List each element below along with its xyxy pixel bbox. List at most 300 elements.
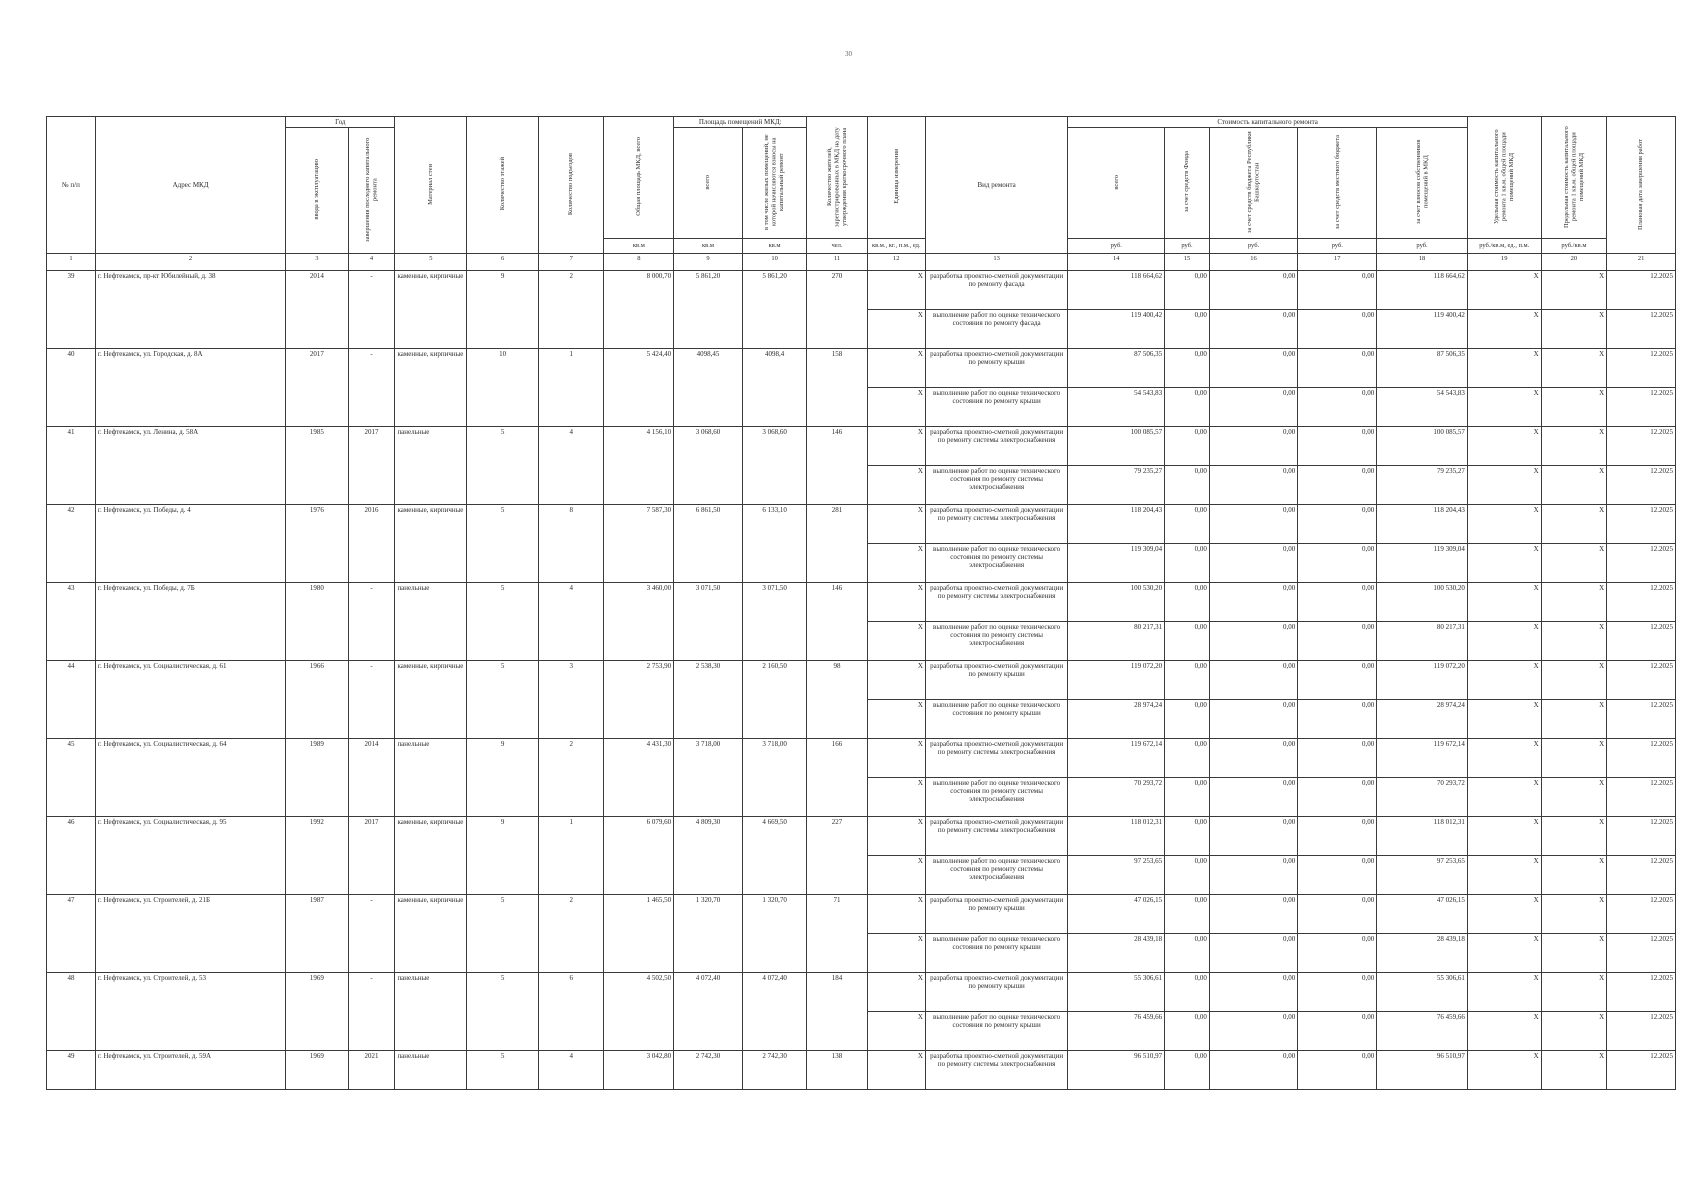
cost-fund: 0,00 <box>1165 583 1210 622</box>
unit-cell: X <box>867 1012 925 1051</box>
wall-material: панельные <box>395 973 467 1051</box>
header-unit: Единица измерения <box>867 117 925 239</box>
work-type: разработка проектно-сметной документации по ремонту системы электроснабжения <box>925 739 1068 778</box>
unit-rub: руб. <box>1377 239 1468 254</box>
entrances-count: 2 <box>538 895 604 973</box>
unit-cell: X <box>867 1051 925 1090</box>
unit-cost: X <box>1467 427 1541 466</box>
premises-residential: 5 861,20 <box>742 271 807 349</box>
header-num: № п/п <box>47 117 96 254</box>
floors-count: 5 <box>467 1051 539 1090</box>
cost-fund: 0,00 <box>1165 895 1210 934</box>
cost-total: 119 400,42 <box>1068 310 1165 349</box>
unit-area: кв.м <box>604 239 674 254</box>
header-planned-date: Плановая дата завершения работ <box>1607 117 1676 254</box>
building-address: г. Нефтекамск, ул. Строителей, д. 21Б <box>95 895 285 973</box>
limit-cost: X <box>1541 622 1607 661</box>
header-cost-total: всего <box>1068 128 1165 239</box>
residents-count: 270 <box>807 271 867 349</box>
unit-cell: X <box>867 349 925 388</box>
cost-total: 97 253,65 <box>1068 856 1165 895</box>
cost-owners: 96 510,97 <box>1377 1051 1468 1090</box>
unit-cost: X <box>1467 466 1541 505</box>
cost-total: 54 543,83 <box>1068 388 1165 427</box>
premises-residential: 3 718,00 <box>742 739 807 817</box>
cost-fund: 0,00 <box>1165 505 1210 544</box>
planned-date: 12.2025 <box>1607 661 1676 700</box>
cost-total: 28 439,18 <box>1068 934 1165 973</box>
cost-local: 0,00 <box>1298 583 1377 622</box>
column-number: 21 <box>1607 254 1676 271</box>
building-address: г. Нефтекамск, пр-кт Юбилейный, д. 38 <box>95 271 285 349</box>
work-type: разработка проектно-сметной документации по ремонту крыши <box>925 661 1068 700</box>
total-area: 4 431,30 <box>604 739 674 817</box>
column-number: 10 <box>742 254 807 271</box>
cost-republic: 0,00 <box>1209 583 1297 622</box>
building-address: г. Нефтекамск, ул. Победы, д. 7Б <box>95 583 285 661</box>
work-type: выполнение работ по оценке технического состояния по ремонту фасада <box>925 310 1068 349</box>
table-row <box>47 349 1676 388</box>
total-area: 7 587,30 <box>604 505 674 583</box>
cost-owners: 118 204,43 <box>1377 505 1468 544</box>
residents-count: 166 <box>807 739 867 817</box>
planned-date: 12.2025 <box>1607 388 1676 427</box>
premises-residential: 4 669,50 <box>742 817 807 895</box>
unit-rub: руб. <box>1068 239 1165 254</box>
cost-republic: 0,00 <box>1209 388 1297 427</box>
header-year-last-repair: завершения последнего капитального ремонта <box>348 128 395 254</box>
unit-cost: X <box>1467 583 1541 622</box>
cost-total: 118 664,62 <box>1068 271 1165 310</box>
floors-count: 9 <box>467 739 539 817</box>
unit-cell: X <box>867 466 925 505</box>
table-row <box>47 739 1676 778</box>
cost-total: 118 012,31 <box>1068 817 1165 856</box>
work-type: разработка проектно-сметной документации по ремонту системы электроснабжения <box>925 505 1068 544</box>
unit-cell: X <box>867 817 925 856</box>
wall-material: панельные <box>395 427 467 505</box>
cost-total: 87 506,35 <box>1068 349 1165 388</box>
cost-local: 0,00 <box>1298 544 1377 583</box>
cost-local: 0,00 <box>1298 388 1377 427</box>
cost-fund: 0,00 <box>1165 817 1210 856</box>
row-number: 41 <box>47 427 96 505</box>
cost-owners: 119 672,14 <box>1377 739 1468 778</box>
cost-fund: 0,00 <box>1165 934 1210 973</box>
planned-date: 12.2025 <box>1607 505 1676 544</box>
year-built: 1969 <box>286 973 348 1051</box>
residents-count: 138 <box>807 1051 867 1090</box>
cost-fund: 0,00 <box>1165 1051 1210 1090</box>
unit-cell: X <box>867 895 925 934</box>
limit-cost: X <box>1541 388 1607 427</box>
unit-cell: X <box>867 778 925 817</box>
planned-date: 12.2025 <box>1607 778 1676 817</box>
cost-local: 0,00 <box>1298 934 1377 973</box>
year-last-repair: 2017 <box>348 427 395 505</box>
column-number: 14 <box>1068 254 1165 271</box>
row-number: 45 <box>47 739 96 817</box>
column-number: 11 <box>807 254 867 271</box>
cost-republic: 0,00 <box>1209 934 1297 973</box>
column-number: 16 <box>1209 254 1297 271</box>
table-row <box>47 271 1676 310</box>
cost-local: 0,00 <box>1298 349 1377 388</box>
cost-total: 100 530,20 <box>1068 583 1165 622</box>
planned-date: 12.2025 <box>1607 856 1676 895</box>
limit-cost: X <box>1541 1051 1607 1090</box>
residents-count: 71 <box>807 895 867 973</box>
building-address: г. Нефтекамск, ул. Строителей, д. 53 <box>95 973 285 1051</box>
unit-cell: X <box>867 739 925 778</box>
cost-total: 119 072,20 <box>1068 661 1165 700</box>
cost-republic: 0,00 <box>1209 1012 1297 1051</box>
work-type: разработка проектно-сметной документации по ремонту крыши <box>925 349 1068 388</box>
column-number: 2 <box>95 254 285 271</box>
cost-republic: 0,00 <box>1209 817 1297 856</box>
row-number: 40 <box>47 349 96 427</box>
cost-republic: 0,00 <box>1209 349 1297 388</box>
planned-date: 12.2025 <box>1607 895 1676 934</box>
unit-cost: X <box>1467 661 1541 700</box>
unit-rub: руб. <box>1298 239 1377 254</box>
cost-owners: 100 085,57 <box>1377 427 1468 466</box>
cost-owners: 54 543,83 <box>1377 388 1468 427</box>
work-type: разработка проектно-сметной документации по ремонту фасада <box>925 271 1068 310</box>
total-area: 4 502,50 <box>604 973 674 1051</box>
column-number: 1 <box>47 254 96 271</box>
unit-cost: X <box>1467 271 1541 310</box>
floors-count: 5 <box>467 505 539 583</box>
cost-owners: 79 235,27 <box>1377 466 1468 505</box>
cost-local: 0,00 <box>1298 505 1377 544</box>
cost-total: 79 235,27 <box>1068 466 1165 505</box>
cost-fund: 0,00 <box>1165 466 1210 505</box>
unit-cost: X <box>1467 895 1541 934</box>
floors-count: 10 <box>467 349 539 427</box>
planned-date: 12.2025 <box>1607 622 1676 661</box>
residents-count: 146 <box>807 583 867 661</box>
cost-republic: 0,00 <box>1209 973 1297 1012</box>
year-last-repair: - <box>348 583 395 661</box>
unit-cell: X <box>867 388 925 427</box>
cost-republic: 0,00 <box>1209 271 1297 310</box>
cost-owners: 76 459,66 <box>1377 1012 1468 1051</box>
cost-republic: 0,00 <box>1209 778 1297 817</box>
planned-date: 12.2025 <box>1607 583 1676 622</box>
entrances-count: 6 <box>538 973 604 1051</box>
limit-cost: X <box>1541 661 1607 700</box>
entrances-count: 1 <box>538 817 604 895</box>
total-area: 3 042,80 <box>604 1051 674 1090</box>
cost-local: 0,00 <box>1298 661 1377 700</box>
building-address: г. Нефтекамск, ул. Социалистическая, д. 64 <box>95 739 285 817</box>
floors-count: 5 <box>467 895 539 973</box>
header-cost-fund: за счет средств Фонда <box>1165 128 1210 239</box>
limit-cost: X <box>1541 934 1607 973</box>
unit-cost: X <box>1467 622 1541 661</box>
premises-residential: 4 072,40 <box>742 973 807 1051</box>
premises-residential: 6 133,10 <box>742 505 807 583</box>
cost-republic: 0,00 <box>1209 661 1297 700</box>
unit-cell: X <box>867 310 925 349</box>
table-row <box>47 973 1676 1012</box>
unit-area: кв.м <box>742 239 807 254</box>
unit-cell: X <box>867 700 925 739</box>
unit-area: кв.м <box>674 239 743 254</box>
table-header <box>47 117 1676 271</box>
total-area: 1 465,50 <box>604 895 674 973</box>
year-last-repair: 2016 <box>348 505 395 583</box>
total-area: 3 460,00 <box>604 583 674 661</box>
wall-material: каменные, кирпичные <box>395 505 467 583</box>
premises-residential: 1 320,70 <box>742 895 807 973</box>
premises-total: 4 809,30 <box>674 817 743 895</box>
unit-cost: X <box>1467 700 1541 739</box>
header-total-area: Общая площадь МКД, всего <box>604 117 674 239</box>
cost-owners: 119 309,04 <box>1377 544 1468 583</box>
work-type: выполнение работ по оценке технического состояния по ремонту системы электроснабжения <box>925 466 1068 505</box>
total-area: 4 156,10 <box>604 427 674 505</box>
header-cost: Стоимость капитального ремонта <box>1068 117 1467 128</box>
column-number: 13 <box>925 254 1068 271</box>
planned-date: 12.2025 <box>1607 310 1676 349</box>
unit-people: чел. <box>807 239 867 254</box>
year-last-repair: 2017 <box>348 817 395 895</box>
cost-republic: 0,00 <box>1209 895 1297 934</box>
cost-fund: 0,00 <box>1165 427 1210 466</box>
cost-owners: 47 026,15 <box>1377 895 1468 934</box>
cost-fund: 0,00 <box>1165 739 1210 778</box>
residents-count: 227 <box>807 817 867 895</box>
column-number: 7 <box>538 254 604 271</box>
work-type: разработка проектно-сметной документации по ремонту системы электроснабжения <box>925 817 1068 856</box>
table-row <box>47 505 1676 544</box>
year-last-repair: - <box>348 349 395 427</box>
unit-cost: X <box>1467 739 1541 778</box>
entrances-count: 2 <box>538 271 604 349</box>
column-number: 4 <box>348 254 395 271</box>
limit-cost: X <box>1541 739 1607 778</box>
planned-date: 12.2025 <box>1607 271 1676 310</box>
unit-cell: X <box>867 583 925 622</box>
header-year-commission: ввода в эксплуатацию <box>286 128 348 254</box>
premises-total: 2 742,30 <box>674 1051 743 1090</box>
cost-total: 100 085,57 <box>1068 427 1165 466</box>
entrances-count: 3 <box>538 661 604 739</box>
row-number: 48 <box>47 973 96 1051</box>
table-row <box>47 1051 1676 1090</box>
cost-fund: 0,00 <box>1165 700 1210 739</box>
cost-fund: 0,00 <box>1165 271 1210 310</box>
year-built: 1985 <box>286 427 348 505</box>
floors-count: 9 <box>467 817 539 895</box>
cost-total: 28 974,24 <box>1068 700 1165 739</box>
row-number: 44 <box>47 661 96 739</box>
residents-count: 158 <box>807 349 867 427</box>
limit-cost: X <box>1541 544 1607 583</box>
column-number: 18 <box>1377 254 1468 271</box>
header-work-type: Вид ремонта <box>925 117 1068 254</box>
year-built: 1969 <box>286 1051 348 1090</box>
year-built: 2014 <box>286 271 348 349</box>
cost-owners: 118 664,62 <box>1377 271 1468 310</box>
premises-residential: 3 068,60 <box>742 427 807 505</box>
planned-date: 12.2025 <box>1607 1051 1676 1090</box>
unit-cell: X <box>867 934 925 973</box>
cost-owners: 80 217,31 <box>1377 622 1468 661</box>
year-built: 1976 <box>286 505 348 583</box>
planned-date: 12.2025 <box>1607 1012 1676 1051</box>
unit-cell: X <box>867 505 925 544</box>
header-limit-cost: Предельная стоимость капитального ремонта 1 кв.м. общей площади помещений МКД <box>1541 117 1607 239</box>
cost-local: 0,00 <box>1298 622 1377 661</box>
limit-cost: X <box>1541 895 1607 934</box>
work-type: разработка проектно-сметной документации по ремонту системы электроснабжения <box>925 1051 1068 1090</box>
header-entrances: Количество подъездов <box>538 117 604 254</box>
building-address: г. Нефтекамск, ул. Победы, д. 4 <box>95 505 285 583</box>
cost-local: 0,00 <box>1298 1012 1377 1051</box>
row-number: 43 <box>47 583 96 661</box>
wall-material: панельные <box>395 1051 467 1090</box>
floors-count: 5 <box>467 973 539 1051</box>
limit-cost: X <box>1541 466 1607 505</box>
cost-total: 119 672,14 <box>1068 739 1165 778</box>
row-number: 42 <box>47 505 96 583</box>
unit-cost: X <box>1467 349 1541 388</box>
building-address: г. Нефтекамск, ул. Ленина, д. 58А <box>95 427 285 505</box>
cost-total: 70 293,72 <box>1068 778 1165 817</box>
year-last-repair: - <box>348 661 395 739</box>
planned-date: 12.2025 <box>1607 427 1676 466</box>
column-number: 9 <box>674 254 743 271</box>
cost-republic: 0,00 <box>1209 856 1297 895</box>
year-built: 1980 <box>286 583 348 661</box>
limit-cost: X <box>1541 310 1607 349</box>
cost-owners: 55 306,61 <box>1377 973 1468 1012</box>
limit-cost: X <box>1541 505 1607 544</box>
column-numbers-row <box>47 254 1676 271</box>
planned-date: 12.2025 <box>1607 739 1676 778</box>
premises-total: 4 072,40 <box>674 973 743 1051</box>
column-number: 5 <box>395 254 467 271</box>
work-type: выполнение работ по оценке технического состояния по ремонту системы электроснабжения <box>925 622 1068 661</box>
cost-owners: 119 072,20 <box>1377 661 1468 700</box>
cost-republic: 0,00 <box>1209 427 1297 466</box>
table-body <box>47 271 1676 1090</box>
floors-count: 5 <box>467 427 539 505</box>
entrances-count: 4 <box>538 427 604 505</box>
table-row <box>47 427 1676 466</box>
cost-local: 0,00 <box>1298 271 1377 310</box>
column-number: 20 <box>1541 254 1607 271</box>
building-address: г. Нефтекамск, ул. Социалистическая, д. 95 <box>95 817 285 895</box>
header-cost-local: за счет средств местного бюджета <box>1298 128 1377 239</box>
limit-cost: X <box>1541 817 1607 856</box>
year-built: 1992 <box>286 817 348 895</box>
wall-material: каменные, кирпичные <box>395 817 467 895</box>
total-area: 2 753,90 <box>604 661 674 739</box>
entrances-count: 4 <box>538 583 604 661</box>
premises-total: 1 320,70 <box>674 895 743 973</box>
wall-material: каменные, кирпичные <box>395 271 467 349</box>
row-number: 47 <box>47 895 96 973</box>
row-number: 39 <box>47 271 96 349</box>
planned-date: 12.2025 <box>1607 700 1676 739</box>
floors-count: 9 <box>467 271 539 349</box>
unit-cost: X <box>1467 934 1541 973</box>
work-type: выполнение работ по оценке технического состояния по ремонту крыши <box>925 1012 1068 1051</box>
work-type: выполнение работ по оценке технического состояния по ремонту системы электроснабжения <box>925 544 1068 583</box>
year-last-repair: - <box>348 271 395 349</box>
floors-count: 5 <box>467 661 539 739</box>
work-type: выполнение работ по оценке технического состояния по ремонту крыши <box>925 700 1068 739</box>
premises-residential: 2 742,30 <box>742 1051 807 1090</box>
premises-total: 3 071,50 <box>674 583 743 661</box>
year-last-repair: 2014 <box>348 739 395 817</box>
column-number: 19 <box>1467 254 1541 271</box>
page-number: 30 <box>845 50 852 58</box>
row-number: 49 <box>47 1051 96 1090</box>
column-number: 3 <box>286 254 348 271</box>
column-number: 15 <box>1165 254 1210 271</box>
limit-cost: X <box>1541 427 1607 466</box>
planned-date: 12.2025 <box>1607 817 1676 856</box>
cost-local: 0,00 <box>1298 778 1377 817</box>
cost-total: 76 459,66 <box>1068 1012 1165 1051</box>
premises-total: 6 861,50 <box>674 505 743 583</box>
premises-total: 2 538,30 <box>674 661 743 739</box>
wall-material: каменные, кирпичные <box>395 895 467 973</box>
cost-local: 0,00 <box>1298 700 1377 739</box>
planned-date: 12.2025 <box>1607 544 1676 583</box>
cost-local: 0,00 <box>1298 856 1377 895</box>
premises-total: 5 861,20 <box>674 271 743 349</box>
limit-cost: X <box>1541 973 1607 1012</box>
header-residents: Количество жителей, зарегистрированных в МКД на дату утверждения краткосрочного плана <box>807 117 867 239</box>
cost-local: 0,00 <box>1298 973 1377 1012</box>
header-address: Адрес МКД <box>95 117 285 254</box>
unit-cost: X <box>1467 1012 1541 1051</box>
building-address: г. Нефтекамск, ул. Социалистическая, д. 61 <box>95 661 285 739</box>
limit-cost: X <box>1541 700 1607 739</box>
building-address: г. Нефтекамск, ул. Городская, д. 8А <box>95 349 285 427</box>
planned-date: 12.2025 <box>1607 973 1676 1012</box>
unit-limit-cost: руб./кв.м <box>1541 239 1607 254</box>
cost-fund: 0,00 <box>1165 349 1210 388</box>
header-year: Год <box>286 117 395 128</box>
total-area: 8 000,70 <box>604 271 674 349</box>
header-floors: Количество этажей <box>467 117 539 254</box>
year-built: 1987 <box>286 895 348 973</box>
unit-cell: X <box>867 622 925 661</box>
cost-total: 80 217,31 <box>1068 622 1165 661</box>
cost-owners: 100 530,20 <box>1377 583 1468 622</box>
cost-fund: 0,00 <box>1165 310 1210 349</box>
cost-republic: 0,00 <box>1209 466 1297 505</box>
cost-republic: 0,00 <box>1209 700 1297 739</box>
header-cost-republic: за счет средств бюджета Республики Башкортостан <box>1209 128 1297 239</box>
unit-cost: X <box>1467 1051 1541 1090</box>
header-unit-cost: Удельная стоимость капитального ремонта 1 кв.м. общей площади помещений МКД <box>1467 117 1541 239</box>
residents-count: 146 <box>807 427 867 505</box>
cost-local: 0,00 <box>1298 466 1377 505</box>
header-premises-total: всего <box>674 128 743 239</box>
wall-material: панельные <box>395 583 467 661</box>
unit-measure: кв.м., кг., п.м., ед. <box>867 239 925 254</box>
year-built: 1989 <box>286 739 348 817</box>
unit-cell: X <box>867 973 925 1012</box>
